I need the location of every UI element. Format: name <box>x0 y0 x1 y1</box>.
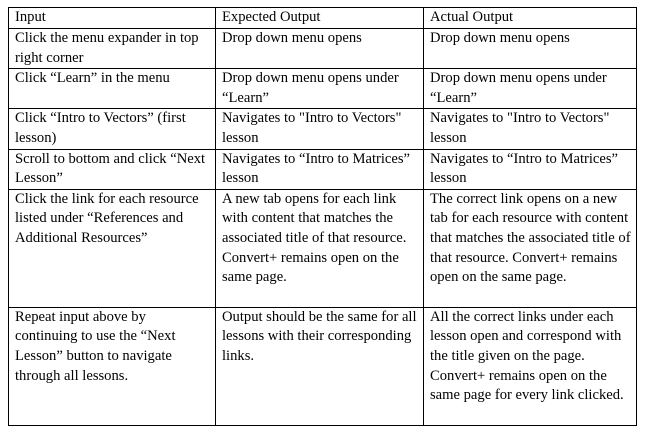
cell-expected-output: Output should be the same for all lessons with their corresponding links. <box>216 307 424 425</box>
cell-input: Repeat input above by continuing to use the “Next Lesson” button to navigate through all lessons. <box>9 307 216 425</box>
cell-expected-output: A new tab opens for each link with content that matches the associated title of that resource. Convert+ remains open on the same page. <box>216 189 424 307</box>
table-row <box>9 109 637 149</box>
table-row <box>9 307 637 425</box>
test-case-table <box>8 7 637 426</box>
table-row <box>9 149 637 189</box>
cell-expected-output: Drop down menu opens under “Learn” <box>216 69 424 109</box>
cell-input: Click “Learn” in the menu <box>9 69 216 109</box>
cell-actual-output: Navigates to “Intro to Matrices” lesson <box>424 149 637 189</box>
cell-actual-output: Navigates to "Intro to Vectors" lesson <box>424 109 637 149</box>
cell-input: Click the menu expander in top right corner <box>9 29 216 69</box>
cell-actual-output: All the correct links under each lesson open and correspond with the title given on the page. Convert+ remains open on the same page for every link clicked. <box>424 307 637 425</box>
table-row <box>9 29 637 69</box>
cell-actual-output: The correct link opens on a new tab for each resource with content that matches the associated title of that resource. Convert+ remains open on the same page. <box>424 189 637 307</box>
header-actual-output: Actual Output <box>424 8 637 29</box>
cell-expected-output: Navigates to "Intro to Vectors" lesson <box>216 109 424 149</box>
cell-actual-output: Drop down menu opens <box>424 29 637 69</box>
table-header-row <box>9 8 637 29</box>
cell-input: Click “Intro to Vectors” (first lesson) <box>9 109 216 149</box>
cell-expected-output: Navigates to “Intro to Matrices” lesson <box>216 149 424 189</box>
header-expected-output: Expected Output <box>216 8 424 29</box>
table-row <box>9 69 637 109</box>
cell-expected-output: Drop down menu opens <box>216 29 424 69</box>
header-input: Input <box>9 8 216 29</box>
table-row <box>9 189 637 307</box>
cell-input: Scroll to bottom and click “Next Lesson” <box>9 149 216 189</box>
cell-actual-output: Drop down menu opens under “Learn” <box>424 69 637 109</box>
cell-input: Click the link for each resource listed under “References and Additional Resources” <box>9 189 216 307</box>
